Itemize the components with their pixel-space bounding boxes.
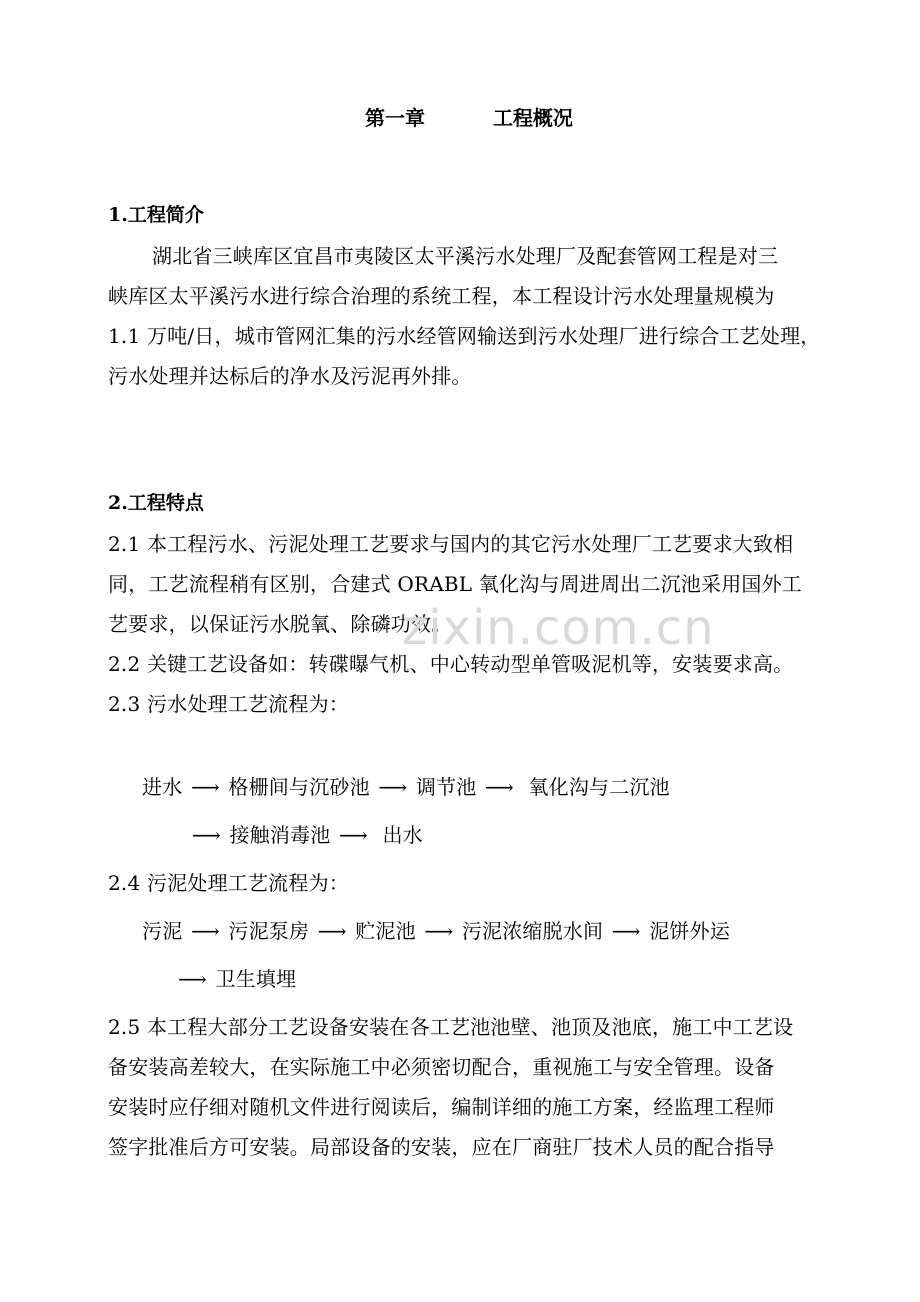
sludge-flow-line-1 <box>142 911 732 951</box>
flow-step: 格栅间与沉砂池 <box>228 775 370 799</box>
sludge-flow-line-2 <box>178 959 298 999</box>
paragraph-line: 签字批准后方可安装。局部设备的安装，应在厂商驻厂技术人员的配合指导 <box>108 1135 775 1159</box>
chapter-title: 工程概况 <box>492 106 573 130</box>
arrow-right-icon: ⟶ <box>192 823 221 847</box>
flow-step: 污泥 <box>142 919 183 943</box>
paragraph-line: 2.1 本工程污水、污泥处理工艺要求与国内的其它污水处理厂工艺要求大致相 <box>108 532 794 556</box>
flow-step: 调节池 <box>415 775 477 799</box>
arrow-right-icon: ⟶ <box>378 775 408 799</box>
paragraph-line: 污水处理并达标后的净水及污泥再外排。 <box>108 364 472 388</box>
paragraph-line: 备安装高差较大，在实际施工中必须密切配合，重视施工与安全管理。设备 <box>108 1055 775 1079</box>
paragraph-line: 2.5 本工程大部分工艺设备安装在各工艺池池壁、池顶及池底，施工中工艺设 <box>108 1015 794 1039</box>
watermark: zixin.com.cn <box>402 600 715 656</box>
flow-step: 贮泥池 <box>355 919 416 943</box>
arrow-right-icon: ⟶ <box>178 967 207 991</box>
arrow-right-icon: ⟶ <box>339 823 368 847</box>
paragraph-line: 2.2 关键工艺设备如：转碟曝气机、中心转动型单管吸泥机等，安装要求高。 <box>108 652 794 676</box>
paragraph-line: 1.1 万吨/日，城市管网汇集的污水经管网输送到污水处理厂进行综合工艺处理， <box>108 324 821 348</box>
paragraph-2-5 <box>108 1007 793 1167</box>
paragraph-line: 峡库区太平溪污水进行综合治理的系统工程，本工程设计污水处理量规模为 <box>108 284 775 308</box>
flow-step: 污泥浓缩脱水间 <box>461 919 604 943</box>
arrow-right-icon: ⟶ <box>317 919 347 943</box>
arrow-right-icon: ⟶ <box>190 919 220 943</box>
flow-step: 卫生填埋 <box>215 967 297 991</box>
paragraph-line: 湖北省三峡库区宜昌市夷陵区太平溪污水处理厂及配套管网工程是对三 <box>152 244 779 268</box>
chapter-heading <box>365 102 573 131</box>
sewage-flow-line-1 <box>142 767 672 807</box>
flow-step: 进水 <box>142 775 183 799</box>
flow-step: 氧化沟与二沉池 <box>528 775 670 799</box>
chapter-number: 第一章 <box>365 106 425 130</box>
flow-step: 污泥泵房 <box>228 919 310 943</box>
arrow-right-icon: ⟶ <box>190 775 220 799</box>
arrow-right-icon: ⟶ <box>611 919 641 943</box>
section-heading-1: 1.工程简介 <box>108 204 204 226</box>
paragraph-2-4: 2.4 污泥处理工艺流程为： <box>108 871 349 895</box>
section1-paragraph <box>108 236 821 396</box>
arrow-right-icon: ⟶ <box>484 775 514 799</box>
flow-step: 泥饼外运 <box>649 919 731 943</box>
flow-step: 出水 <box>382 823 423 847</box>
paragraph-line: 2.3 污水处理工艺流程为： <box>108 692 349 716</box>
paragraph-line: 艺要求，以保证污水脱氧、除磷功效。 <box>108 612 452 636</box>
section-heading-2: 2.工程特点 <box>108 492 204 514</box>
flow-step: 接触消毒池 <box>229 823 331 847</box>
sewage-flow-line-2 <box>192 815 425 855</box>
arrow-right-icon: ⟶ <box>424 919 454 943</box>
paragraph-line: 安装时应仔细对随机文件进行阅读后，编制详细的施工方案，经监理工程师 <box>108 1095 775 1119</box>
paragraph-line: 同，工艺流程稍有区别，合建式 ORABL 氧化沟与周进周出二沉池采用国外工 <box>108 572 802 596</box>
